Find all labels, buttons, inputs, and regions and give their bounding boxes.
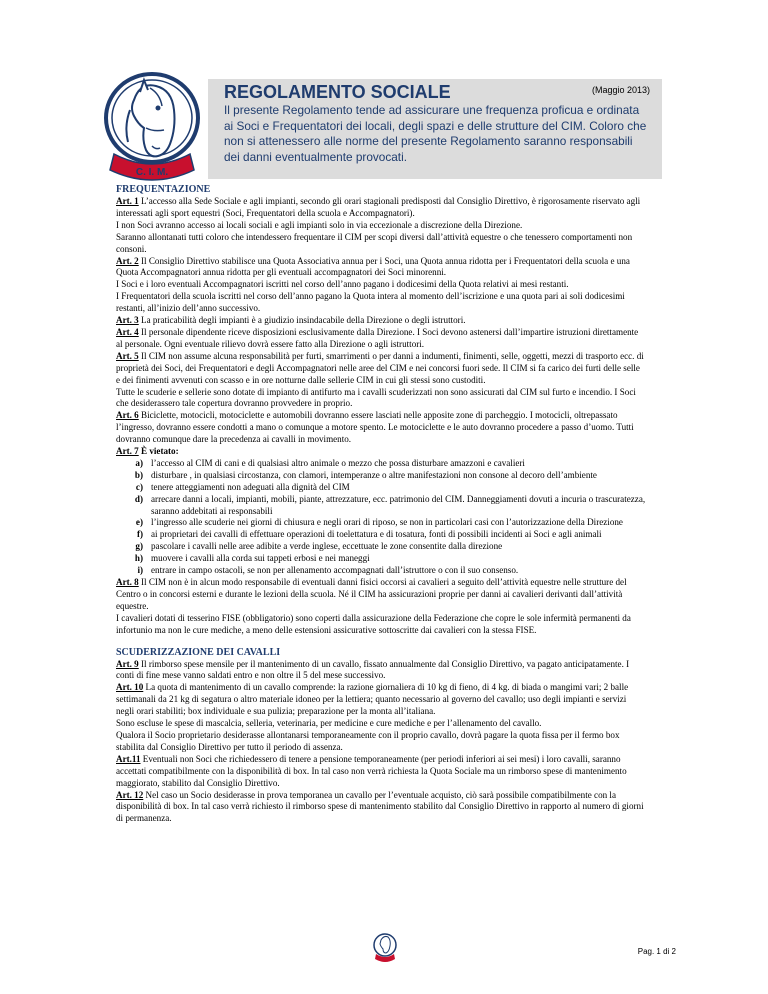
article-text: Il rimborso spese mensile per il mantenimento di un cavallo, fissato annualmente dal Consiglio Direttivo, va pagato anticipatamente. I conti di fine mese vanno saldati entro e non oltre il 5 del mese successivo. <box>116 658 630 681</box>
article-label: Art. 8 <box>116 577 139 587</box>
paragraph: Qualora il Socio proprietario desiderasse allontanarsi temporaneamente con il proprio cavallo, dovrà pagare la quota fissa per il fermo box stabilita dal Consiglio Direttivo per tutto il periodo di assenza. <box>116 729 620 752</box>
logo-text: C. I. M. <box>135 167 169 178</box>
list-item-text: l’ingresso alle scuderie nei giorni di chiusura e negli orari di riposo, se non in particolari casi con l’autorizzazione della Direzione <box>151 517 623 528</box>
article-text: È vietato: <box>138 446 179 457</box>
paragraph: I Soci e i loro eventuali Accompagnatori iscritti nel corso dell’anno pagano i dodicesimi della Quota relativi ai mesi restanti. <box>116 279 569 290</box>
article-label: Art. 12 <box>116 789 144 800</box>
list-item-letter: g) <box>135 541 143 552</box>
paragraph: I Frequentatori della scuola iscritti nel corso dell’anno pagano la Quota intera al momento dell’iscrizione e una quota pari ai soli dodicesimi restanti, all’inizio dell’anno successivo. <box>116 291 625 314</box>
footer-logo <box>372 932 398 964</box>
list-item-text: pascolare i cavalli nelle aree adibite a verde inglese, eccettuate le zone consentite dalla direzione <box>151 541 503 552</box>
horse-head-icon <box>106 74 198 162</box>
list-item-letter: c) <box>135 481 143 492</box>
article-10 <box>116 682 646 718</box>
article-text: Eventuali non Soci che richiedessero di tenere a pensione temporaneamente (per periodi inferiori ai sei mesi) i loro cavalli, saranno accettati compatibilmente con la disponibilità di box. In tal caso non verrà richiesta la Quota Sociale ma un rimborso spese di mantenimento maggiorato, stabilito dal Consiglio Direttivo. <box>116 753 627 788</box>
list-item-letter: h) <box>134 553 143 564</box>
list-item-letter: i) <box>137 565 143 576</box>
article-text: Biciclette, motocicli, motociclette e automobili dovranno essere lasciati nelle apposite zone di parcheggio. I motocicli, oltrepassato l’ingresso, dovranno essere condotti a mano o comunque a motore spento. Le motociclette e le auto dovranno procedere a passo d’uomo. Tutti dovranno comunque dare la precedenza ai cavalli in movimento. <box>116 410 634 445</box>
list-item-letter: b) <box>134 469 143 480</box>
article-3 <box>116 315 646 327</box>
paragraph: Saranno allontanati tutti coloro che intendessero frequentare il CIM per scopi diversi dall’attività equestre o che tenessero comportamenti non consoni. <box>116 231 633 254</box>
document-date: (Maggio 2013) <box>591 85 650 95</box>
article-label: Art. 7 <box>116 446 139 457</box>
list-item-text: l’accesso al CIM di cani e di qualsiasi altro animale o mezzo che possa disturbare amazzoni e cavalieri <box>151 457 525 468</box>
list-item <box>116 458 646 470</box>
header-box <box>208 79 662 179</box>
article-label: Art. 1 <box>116 196 139 206</box>
article-8 <box>116 577 646 613</box>
list-item-text: entrare in campo ostacoli, se non per allenamento accompagnati dall’istruttore o con il suo consenso. <box>151 565 519 576</box>
article-label: Art. 9 <box>116 658 139 669</box>
list-item-text: ai proprietari dei cavalli di effettuare operazioni di toelettatura e di tosatura, fonti di possibili incidenti ai Soci e agli animali <box>151 529 602 540</box>
list-item-letter: d) <box>134 493 143 504</box>
list-item <box>116 553 646 565</box>
article-7 <box>116 446 646 458</box>
paragraph: Sono escluse le spese di mascalcia, selleria, veterinaria, per medicine e cure mediche e per l’allenamento del cavallo. <box>116 718 542 729</box>
section-title-scuderizzazione: SCUDERIZZAZIONE DEI CAVALLI <box>116 646 281 658</box>
list-item-text: disturbare , in qualsiasi circostanza, con clamori, intemperanze o altre manifestazioni non consone al decoro dell’ambiente <box>151 469 597 480</box>
article-text: Il CIM non è in alcun modo responsabile di eventuali danni fisici occorsi ai cavalieri a seguito dell’attività equestre nelle strutture del Centro o in concorsi esterni e durante le lezioni della scuola. Né il CIM ha assicurazioni proprie per danni ai cavalieri derivanti dall’attività equestre. <box>116 577 627 611</box>
article-text: Il Consiglio Direttivo stabilisce una Quota Associativa annua per i Soci, una Quota annua ridotta per i Frequentatori della scuola e una Quota Accompagnatori annua ridotta per gli eventuali accompagnatori dei Soci minorenni. <box>116 255 630 278</box>
article-text: La quota di mantenimento di un cavallo comprende: la razione giornaliera di 10 kg di fieno, di 4 kg. di biada o mangimi vari; 2 balle settimanali da 21 kg di segatura o altro materiale idoneo per la lettiera; quanto necessario al governo del cavallo; uso degli impianti e servizi negli orari stabiliti; box individuale e sua pulizia; preparazione per la monta all’italiana. <box>116 682 629 717</box>
article-6 <box>116 410 646 446</box>
paragraph: I non Soci avranno accesso ai locali sociali e agli impianti solo in via eccezionale a discrezione della Direzione. <box>116 219 523 230</box>
article-text: La praticabilità degli impianti è a giudizio insindacabile della Direzione o degli istruttori. <box>138 315 466 326</box>
article-label: Art. 4 <box>116 326 139 337</box>
article-text: Il personale dipendente riceve disposizioni esclusivamente dalla Direzione. I Soci devono astenersi dall’impartire istruzioni direttamente al personale. Ogni eventuale rilievo dovrà essere fatto alla Direzione o agli istruttori. <box>116 326 639 349</box>
article-label: Art. 6 <box>116 410 139 421</box>
list-item <box>116 541 646 553</box>
list-item <box>116 565 646 577</box>
article-label: Art. 3 <box>116 315 139 326</box>
article-label: Art. 2 <box>116 255 139 266</box>
list-item <box>116 529 646 541</box>
list-item-letter: f) <box>136 529 143 540</box>
paragraph: I cavalieri dotati di tesserino FISE (obbligatorio) sono coperti dalla assicurazione della Federazione che copre le sole infermità permanenti da infortunio ma non le cure mediche, a meno delle estensioni assicurative sottoscritte dai cavalieri con la stessa FISE. <box>116 612 631 635</box>
horse-head-icon <box>374 934 396 956</box>
list-item-letter: e) <box>135 517 143 528</box>
article-4 <box>116 327 646 351</box>
article-text: L’accesso alla Sede Sociale e agli impianti, secondo gli orari stagionali predisposti dal Consiglio Direttivo, è rigorosamente riservato agli interessati agli sport equestri (Soci, Frequentatori della scuola e Accompagnatori). <box>116 196 641 218</box>
page-number: Pag. 1 di 2 <box>637 947 676 956</box>
list-item <box>116 517 646 529</box>
list-item-text: tenere atteggiamenti non adeguati alla dignità del CIM <box>151 481 350 492</box>
document-title: REGOLAMENTO SOCIALE <box>224 82 451 102</box>
paragraph: Tutte le scuderie e sellerie sono dotate di impianto di antifurto ma i cavalli scuderizzati non sono assicurati dal CIM sul furto e incendio. I Soci che desiderassero tale copertura dovranno provvedere in proprio. <box>116 386 636 409</box>
article-5 <box>116 351 646 387</box>
document-body <box>116 184 646 825</box>
list-item <box>116 482 646 494</box>
article-2 <box>116 256 646 280</box>
cim-logo <box>100 70 204 190</box>
intro-text: Il presente Regolamento tende ad assicurare une frequenza proficua e ordinata ai Soci e Frequentatori dei locali, degli spazi e delle strutture del CIM. Coloro che non si attenessero alle norme del presente Regolamento saranno responsabili dei danni eventualmente provocati. <box>224 103 647 164</box>
list-item-text: arrecare danni a locali, impianti, mobili, piante, attrezzature, ecc. patrimonio del CIM. Danneggiamenti dovuti a incuria o trascuratezza, saranno addebitati ai responsabili <box>151 493 646 516</box>
article-12 <box>116 790 646 826</box>
list-item-text: muovere i cavalli alla corda sui tappeti erbosi e nei maneggi <box>151 553 370 564</box>
section-title-frequentazione: FREQUENTAZIONE <box>116 184 211 195</box>
article-label: Art. 5 <box>116 350 139 361</box>
article-text: Nel caso un Socio desiderasse in prova temporanea un cavallo per l’eventuale acquisto, ciò sarà possibile compatibilmente con la disponibilità di box. In tal caso verrà richiesto il rimborso spese di mantenimento stabilito dal Consiglio Direttivo in rapporto al numero di giorni di permanenza. <box>116 789 644 824</box>
article-9 <box>116 659 646 683</box>
list-item <box>116 470 646 482</box>
article-text: Il CIM non assume alcuna responsabilità per furti, smarrimenti o per danni a indumenti, finimenti, selle, oggetti, mezzi di trasporto ecc. di proprietà dei Soci, dei Frequentatori e degli Accompagnatori nelle aree del CIM e nei concorsi fuori sede. Il CIM si fa carico dei furti delle selle e dei finimenti avvenuti con scasso e in ore notturne dalle sellerie CIM in cui gli stessi sono custoditi. <box>116 350 644 385</box>
list-item-letter: a) <box>135 457 143 468</box>
article-label: Art. 10 <box>116 682 144 693</box>
article-11 <box>116 754 646 790</box>
article-label: Art.11 <box>116 753 141 764</box>
list-item <box>116 494 646 518</box>
prohibitions-list <box>116 458 646 577</box>
article-1 <box>116 196 646 220</box>
